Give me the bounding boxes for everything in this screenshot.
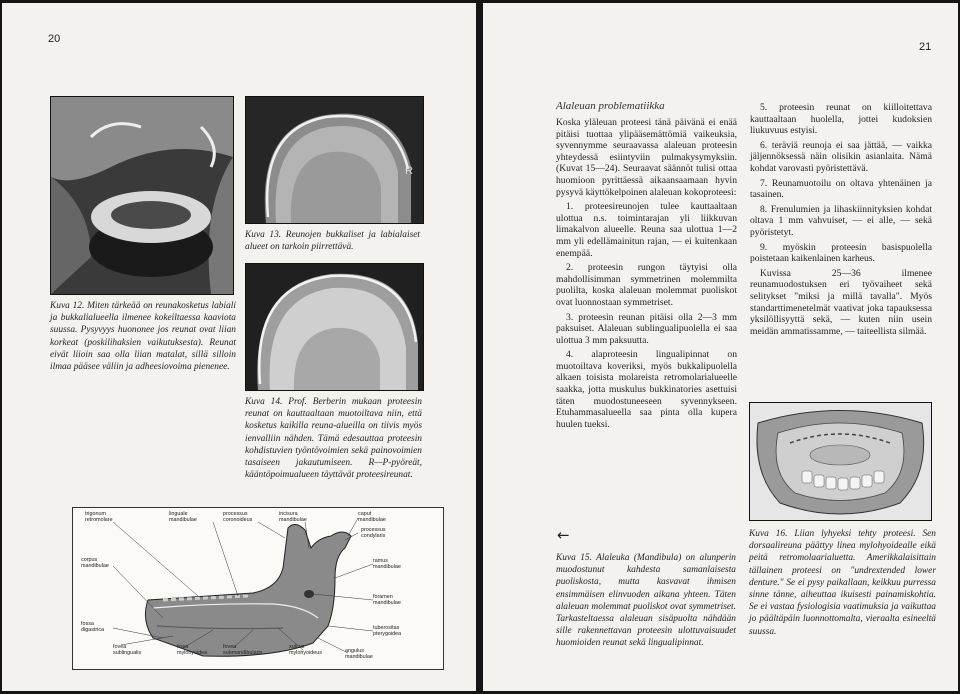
left-arrow-icon: ←	[557, 526, 570, 544]
col2-paragraph: 7. Reunamuotoilu on oltava yhtenäinen ja tasainen.	[750, 177, 932, 201]
label-tuberositas: tuberositas pterygoidea	[373, 625, 402, 637]
mandible-diagram	[72, 507, 444, 670]
label-linguale: linguale mandibulae	[169, 511, 197, 523]
label-corpus: corpus mandibulae	[81, 557, 109, 569]
col1-paragraph: Koska yläleuan proteesi tänä päivänä ei enää pitäisi tuottaa ylipääsemättömiä vaikeuksia, syvennymme seuraavassa alaleuan proteesin yhteydessä esiintyviin pulmakysymyksiin. (Kuvat 15—24). Seuraavat säännöt tulisi ottaa huomioon pyrittäessä aikaansaamaan hyvin pysyvä käyttökelpoinen alaleuan kokoproteesi:	[556, 117, 737, 198]
fig14-photo	[245, 263, 424, 391]
label-caput: caput mandibulae	[358, 511, 386, 523]
label-sulcus: sulcus mylohyoideus	[289, 644, 322, 656]
col2-paragraph: 6. teräviä reunoja ei saa jättää, — vaikka jäljennöksessä näin olisikin asianlaita. Nämä kohdat varovasti pyöristettävä.	[750, 139, 932, 174]
label-fossa: fossa digastrica	[81, 621, 105, 633]
right-page	[483, 3, 958, 691]
label-fovea-submandibularis: fovea submandibularis	[223, 644, 263, 656]
fig16-caption: Kuva 16. Liian lyhyeksi tehty proteesi. Sen dorsaalireuna päättyy linea mylohyoidealle eikä peitä retromolaarialuetta. Amerikkalaisittain tällainen proteesi on "undrextended lower denture." Se ei pysy paikallaan, keikkuu purressa sinne tänne, aiheuttaa ikuisesti painamiskohtia. Se ei vastaa fysiologisia vaatimuksia ja vaikuttaa jo päältäpäin luonnottomalta, vieraalta esineeltä suussa.	[749, 529, 936, 637]
page-number-right: 21	[919, 41, 932, 53]
col2-paragraph: Kuvissa 25—36 ilmenee reunamuodostuksen eri työvaiheet sekä selitykset "miksi ja millä tavalla". Myös standarttimenetelmät vaativat joka tapauksessa yksilöllisyyttä sekä, — kuten niin usein meidän ammatissamme, — taiteellista silmää.	[750, 267, 932, 337]
label-fovea-sublingualis: fovea sublingualis	[113, 644, 142, 656]
col1-paragraph: 3. proteesin reunan pitäisi olla 2—3 mm paksuiset. Alaleuan sublingualipuolella ei saa ulottua 3 mm paksuutta.	[556, 311, 737, 346]
label-processus-condylaris: processus condylaris	[361, 527, 386, 539]
text-column-2	[750, 102, 932, 340]
col1-paragraph: 4. alaproteesin lingualipinnat on muotoiltava koveriksi, myös bukkalipuolella alkaen toisista molareista retromolarialueelle saakka, jotta muskulus bukkinatories asettuisi täten muodostuneeseen syvennykseen. Etuhammasalueella saa pinta olla kupera huulen tueksi.	[556, 349, 737, 430]
fig13-r-label: R	[405, 165, 413, 177]
label-angulus: angulus mandibulae	[345, 648, 373, 660]
label-linea-mylohyoidea: linea mylohyoidea	[177, 644, 208, 656]
col2-paragraph: 9. myöskin proteesin basispuolella poistetaan kaikenlainen karheus.	[750, 241, 932, 265]
fig12-caption: Kuva 12. Miten tärkeää on reunakosketus labiali ja bukkalialueella ilmenee kokeiltaessa kaaviota suussa. Pysyvyys huononee jos reunat ovat liian korkeat (poskilihaksien vaikutuksesta). Reunat eivät liioin saa olla liian matalat, sillä silloin ilmaa pääsee väliin ja adheesiovoima pienenee.	[50, 301, 236, 373]
label-incisura: incisura mandibulae	[279, 511, 307, 523]
col2-paragraph: 5. proteesin reunat on kiilloitettava kauttaaltaan huolella, jottei kudoksien liukuvuus estyisi.	[750, 102, 932, 137]
fig12-photo	[50, 96, 234, 295]
page-number-left: 20	[48, 33, 61, 45]
left-page	[2, 3, 476, 691]
fig13-caption: Kuva 13. Reunojen bukkaliset ja labialaiset alueet on tarkoin piirrettävä.	[245, 230, 420, 253]
col2-paragraph: 8. Frenulumien ja lihaskiinnityksien kohdat oltava 1 mm vahvuiset, — ei alle, — sekä pyöristetyt.	[750, 203, 932, 238]
col1-paragraph: 2. proteesin rungon täytyisi olla mahdollisimman symmetrinen molemmilta puolilta, koska alaleuan molemmat puoliskot ovat luonnostaan symmetriset.	[556, 262, 737, 308]
fig16-photo	[749, 402, 932, 521]
label-foramen: foramen mandibulae	[373, 594, 401, 606]
fig14-caption: Kuva 14. Prof. Berberin mukaan proteesin reunat on kauttaaltaan muotoiltava niin, että kosketus kaikilla reuna-alueilla on tiivis myös ienvalliin nähden. Tämä edesauttaa proteesin kohdistuvien työntövoimien sekä painovoimien tasaiseen jakautumiseen. R—P-pyöreät, kääntöpoimualueen täyttävät proteesireunat.	[245, 397, 422, 481]
label-processus-coronoideus: processus coronoideus	[223, 511, 253, 523]
fig13-photo	[245, 96, 424, 224]
col1-paragraph: 1. proteesireunojen tulee kauttaaltaan ulottua n.s. toimintarajan yli liikkuvan limakalvon alueelle. Reuna saa ulottua 1—2 mm yli edellämainitun rajan, — ei kuitenkaan enempää.	[556, 201, 737, 259]
label-trigonum: trigonum retromolare	[85, 511, 113, 523]
fig15-caption: Kuva 15. Alaleuka (Mandibula) on alunperin muodostunut kahdesta samanlaisesta puoliskosta, mutta kasvavat ihmisen ensimmäisen elinvuoden aikana yhteen. Täten alaleuan molemmat puoliskot ovat symmetriset. Tarkasteltaessa alaleuan sisäpuolta nähdään sille rakennettavan proteesin ulottuvaisuudet huomioiden reunat sekä lingualipinnat.	[556, 553, 736, 649]
text-column-1	[556, 117, 737, 433]
label-ramus: ramus mandibulae	[373, 558, 401, 570]
section-heading: Alaleuan problematiikka	[556, 100, 665, 112]
